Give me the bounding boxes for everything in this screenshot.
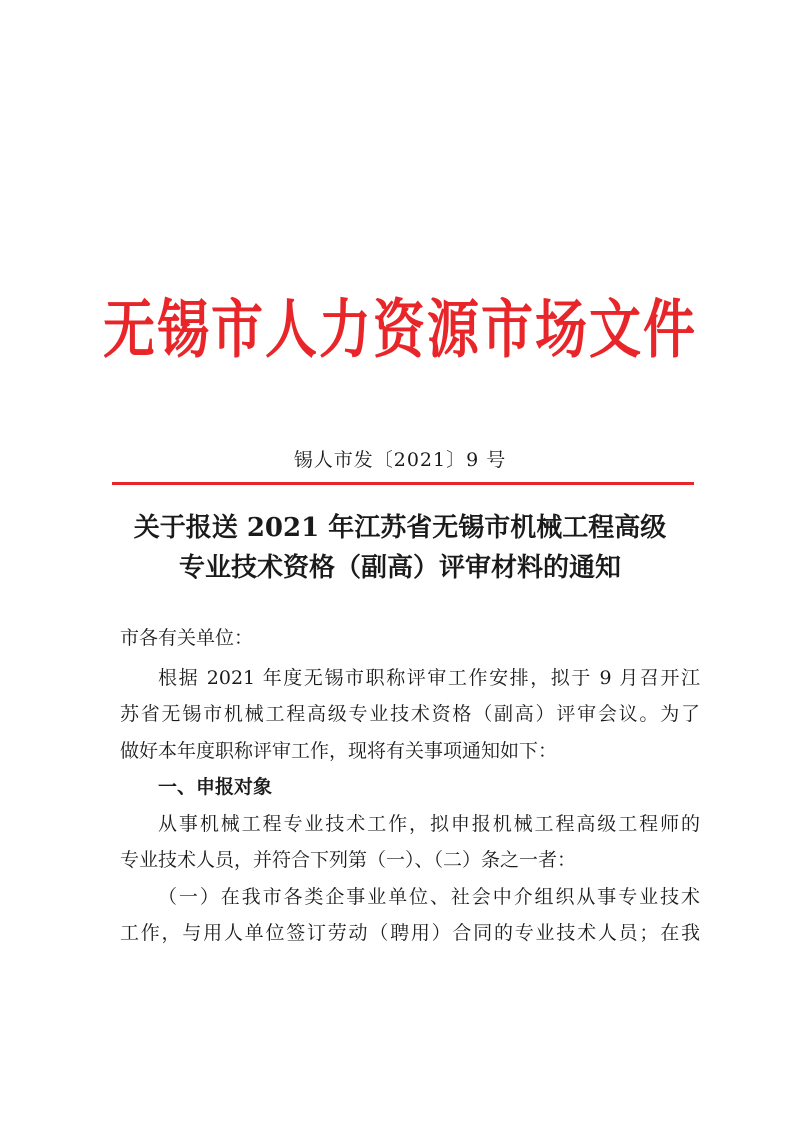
salutation: 市各有关单位： [120, 627, 254, 649]
notice-title [0, 508, 800, 588]
paragraph-line: 工作，与用人单位签订劳动（聘用）合同的专业技术人员；在我 [120, 922, 700, 944]
section-heading: 一、申报对象 [158, 776, 273, 798]
document-body [120, 620, 700, 952]
paragraph-line: 苏省无锡市机械工程高级专业技术资格（副高）评审会议。为了 [120, 703, 700, 725]
document-number: 锡人市发〔2021〕9 号 [293, 449, 507, 471]
title-line-1: 关于报送 2021 年江苏省无锡市机械工程高级 [133, 513, 667, 543]
paragraph-line: 做好本年度职称评审工作，现将有关事项通知如下： [120, 739, 558, 762]
paragraph-line: 根据 2021 年度无锡市职称评审工作安排，拟于 9 月召开江 [158, 666, 700, 689]
red-divider-line [112, 482, 694, 485]
title-line-2: 专业技术资格（副高）评审材料的通知 [178, 553, 621, 583]
paragraph-line: 从事机械工程专业技术工作，拟申报机械工程高级工程师的 [158, 812, 700, 835]
paragraph-line: （一）在我市各类企事业单位、社会中介组织从事专业技术 [158, 885, 700, 908]
paragraph-line: 专业技术人员，并符合下列第（一）、（二）条之一者： [120, 849, 577, 871]
masthead-title: 无锡市人力资源市场文件 [102, 292, 697, 368]
